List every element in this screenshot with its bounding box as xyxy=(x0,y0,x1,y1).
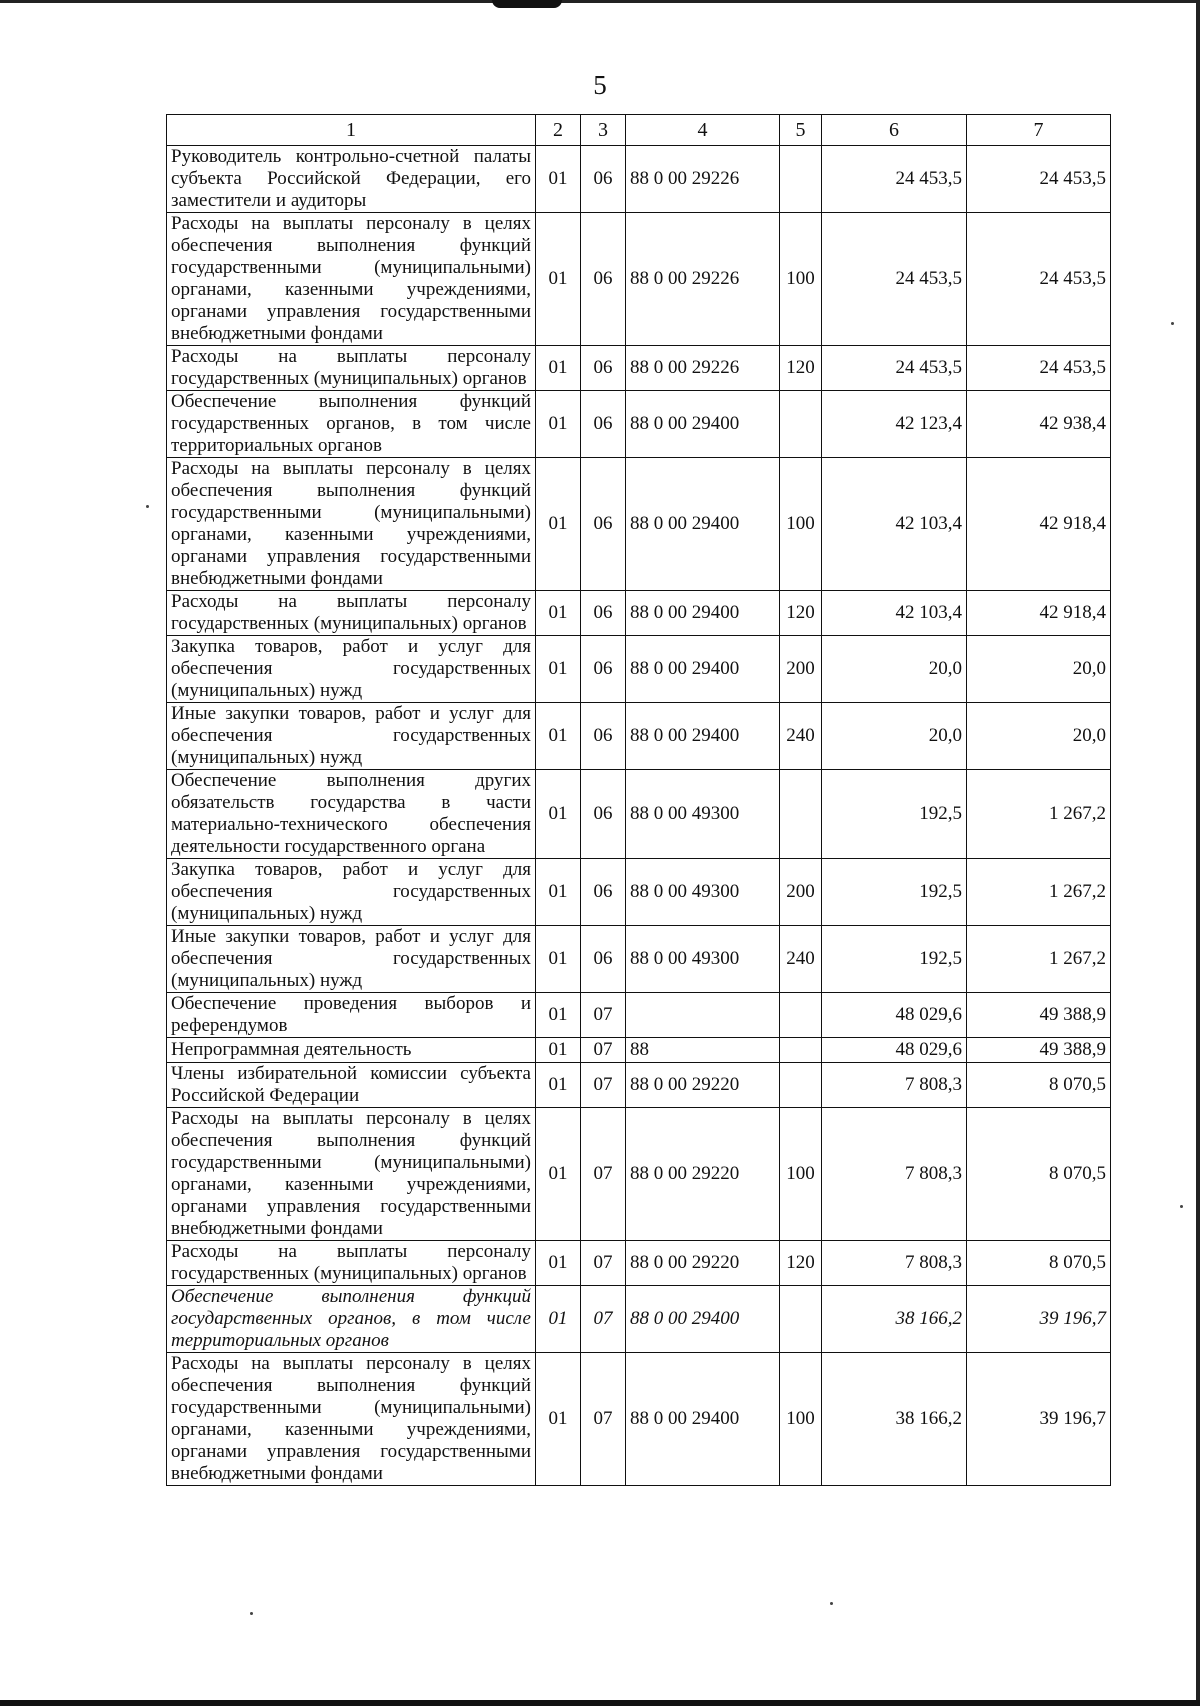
row-target-article: 88 xyxy=(626,1038,780,1063)
row-section: 01 xyxy=(536,1241,581,1286)
row-name: Иные закупки товаров, работ и услуг для обеспечения государственных (муниципальных) нужд xyxy=(167,926,536,993)
scan-edge-top xyxy=(0,0,1200,3)
row-amount-year1: 38 166,2 xyxy=(822,1286,967,1353)
row-expense-type: 100 xyxy=(780,458,822,591)
row-expense-type xyxy=(780,1038,822,1063)
scan-speck xyxy=(250,1612,253,1615)
row-expense-type xyxy=(780,993,822,1038)
scan-edge-bottom xyxy=(0,1700,1200,1706)
row-name: Расходы на выплаты персоналу государственных (муниципальных) органов xyxy=(167,591,536,636)
row-expense-type xyxy=(780,1286,822,1353)
budget-table xyxy=(166,114,1111,1486)
row-amount-year2: 42 938,4 xyxy=(967,391,1111,458)
row-section: 01 xyxy=(536,1353,581,1486)
row-expense-type: 100 xyxy=(780,213,822,346)
table-row xyxy=(167,591,1111,636)
row-subsection: 06 xyxy=(581,636,626,703)
page-number: 5 xyxy=(593,70,607,100)
table-row xyxy=(167,391,1111,458)
row-amount-year2: 49 388,9 xyxy=(967,993,1111,1038)
row-subsection: 06 xyxy=(581,859,626,926)
row-section: 01 xyxy=(536,1038,581,1063)
row-target-article: 88 0 00 29226 xyxy=(626,146,780,213)
column-header: 5 xyxy=(780,115,822,146)
row-name: Расходы на выплаты персоналу государственных (муниципальных) органов xyxy=(167,346,536,391)
table-row xyxy=(167,1241,1111,1286)
row-section: 01 xyxy=(536,993,581,1038)
row-target-article: 88 0 00 29226 xyxy=(626,213,780,346)
table-row xyxy=(167,636,1111,703)
row-subsection: 07 xyxy=(581,1063,626,1108)
row-section: 01 xyxy=(536,1108,581,1241)
row-name: Непрограммная деятельность xyxy=(167,1038,536,1063)
table-row xyxy=(167,1038,1111,1063)
scan-speck xyxy=(1180,1205,1183,1208)
row-subsection: 06 xyxy=(581,703,626,770)
row-subsection: 06 xyxy=(581,458,626,591)
row-amount-year1: 42 123,4 xyxy=(822,391,967,458)
row-subsection: 06 xyxy=(581,926,626,993)
row-name: Расходы на выплаты персоналу в целях обеспечения выполнения функций государственными (муниципальными) органами, казенными учреждениями, органами управления государственными внебюджетными фондами xyxy=(167,458,536,591)
row-amount-year2: 42 918,4 xyxy=(967,591,1111,636)
row-amount-year1: 192,5 xyxy=(822,926,967,993)
scan-speck xyxy=(146,505,149,508)
row-target-article: 88 0 00 49300 xyxy=(626,859,780,926)
row-amount-year1: 7 808,3 xyxy=(822,1108,967,1241)
table-row xyxy=(167,859,1111,926)
table-row xyxy=(167,703,1111,770)
row-amount-year2: 1 267,2 xyxy=(967,859,1111,926)
column-header: 1 xyxy=(167,115,536,146)
row-section: 01 xyxy=(536,146,581,213)
row-amount-year2: 24 453,5 xyxy=(967,213,1111,346)
row-target-article: 88 0 00 29220 xyxy=(626,1063,780,1108)
row-amount-year1: 38 166,2 xyxy=(822,1353,967,1486)
table-row xyxy=(167,458,1111,591)
row-name: Обеспечение проведения выборов и референдумов xyxy=(167,993,536,1038)
row-target-article: 88 0 00 49300 xyxy=(626,926,780,993)
row-section: 01 xyxy=(536,1063,581,1108)
row-amount-year2: 1 267,2 xyxy=(967,926,1111,993)
row-target-article xyxy=(626,993,780,1038)
row-subsection: 06 xyxy=(581,591,626,636)
row-expense-type: 120 xyxy=(780,591,822,636)
table-row xyxy=(167,1353,1111,1486)
row-subsection: 06 xyxy=(581,146,626,213)
row-amount-year1: 7 808,3 xyxy=(822,1063,967,1108)
row-amount-year2: 39 196,7 xyxy=(967,1286,1111,1353)
table-row xyxy=(167,346,1111,391)
row-section: 01 xyxy=(536,636,581,703)
row-target-article: 88 0 00 29226 xyxy=(626,346,780,391)
row-target-article: 88 0 00 29220 xyxy=(626,1241,780,1286)
row-expense-type: 100 xyxy=(780,1353,822,1486)
row-section: 01 xyxy=(536,770,581,859)
row-amount-year2: 8 070,5 xyxy=(967,1108,1111,1241)
row-amount-year1: 24 453,5 xyxy=(822,213,967,346)
row-target-article: 88 0 00 49300 xyxy=(626,770,780,859)
column-header: 3 xyxy=(581,115,626,146)
row-section: 01 xyxy=(536,703,581,770)
row-amount-year1: 48 029,6 xyxy=(822,1038,967,1063)
row-name: Иные закупки товаров, работ и услуг для обеспечения государственных (муниципальных) нужд xyxy=(167,703,536,770)
row-amount-year1: 20,0 xyxy=(822,703,967,770)
scan-speck xyxy=(1171,322,1174,325)
column-header: 6 xyxy=(822,115,967,146)
row-amount-year1: 24 453,5 xyxy=(822,146,967,213)
row-subsection: 06 xyxy=(581,391,626,458)
row-amount-year1: 192,5 xyxy=(822,859,967,926)
row-name: Обеспечение выполнения функций государственных органов, в том числе территориальных органов xyxy=(167,391,536,458)
table-row xyxy=(167,1108,1111,1241)
row-section: 01 xyxy=(536,391,581,458)
row-amount-year1: 192,5 xyxy=(822,770,967,859)
row-target-article: 88 0 00 29400 xyxy=(626,458,780,591)
table-row xyxy=(167,993,1111,1038)
row-name: Расходы на выплаты персоналу государственных (муниципальных) органов xyxy=(167,1241,536,1286)
row-name: Обеспечение выполнения других обязательств государства в части материально-технического обеспечения деятельности государственного органа xyxy=(167,770,536,859)
row-expense-type: 100 xyxy=(780,1108,822,1241)
table-row xyxy=(167,213,1111,346)
row-target-article: 88 0 00 29400 xyxy=(626,391,780,458)
row-name: Закупка товаров, работ и услуг для обеспечения государственных (муниципальных) нужд xyxy=(167,859,536,926)
scan-edge-right xyxy=(1196,0,1200,1706)
row-expense-type: 120 xyxy=(780,346,822,391)
scan-speck xyxy=(830,1602,833,1605)
row-amount-year1: 20,0 xyxy=(822,636,967,703)
row-expense-type: 240 xyxy=(780,703,822,770)
row-subsection: 07 xyxy=(581,1108,626,1241)
row-section: 01 xyxy=(536,1286,581,1353)
row-section: 01 xyxy=(536,591,581,636)
row-amount-year1: 48 029,6 xyxy=(822,993,967,1038)
row-section: 01 xyxy=(536,458,581,591)
row-name: Руководитель контрольно-счетной палаты субъекта Российской Федерации, его заместители и аудиторы xyxy=(167,146,536,213)
scan-blot xyxy=(492,0,562,8)
row-amount-year1: 7 808,3 xyxy=(822,1241,967,1286)
table-row xyxy=(167,926,1111,993)
row-target-article: 88 0 00 29400 xyxy=(626,591,780,636)
row-subsection: 06 xyxy=(581,770,626,859)
row-expense-type xyxy=(780,146,822,213)
row-amount-year1: 24 453,5 xyxy=(822,346,967,391)
row-amount-year2: 8 070,5 xyxy=(967,1063,1111,1108)
row-section: 01 xyxy=(536,346,581,391)
row-expense-type: 240 xyxy=(780,926,822,993)
row-amount-year2: 49 388,9 xyxy=(967,1038,1111,1063)
row-name: Расходы на выплаты персоналу в целях обеспечения выполнения функций государственными (муниципальными) органами, казенными учреждениями, органами управления государственными внебюджетными фондами xyxy=(167,1108,536,1241)
row-amount-year2: 20,0 xyxy=(967,703,1111,770)
column-header: 4 xyxy=(626,115,780,146)
budget-table-body xyxy=(167,115,1111,1486)
row-expense-type xyxy=(780,391,822,458)
row-section: 01 xyxy=(536,926,581,993)
row-amount-year2: 24 453,5 xyxy=(967,146,1111,213)
row-amount-year2: 8 070,5 xyxy=(967,1241,1111,1286)
column-header: 2 xyxy=(536,115,581,146)
row-subsection: 07 xyxy=(581,1038,626,1063)
row-amount-year2: 42 918,4 xyxy=(967,458,1111,591)
row-amount-year2: 39 196,7 xyxy=(967,1353,1111,1486)
column-header: 7 xyxy=(967,115,1111,146)
row-subsection: 07 xyxy=(581,1241,626,1286)
row-expense-type: 120 xyxy=(780,1241,822,1286)
row-name: Расходы на выплаты персоналу в целях обеспечения выполнения функций государственными (муниципальными) органами, казенными учреждениями, органами управления государственными внебюджетными фондами xyxy=(167,213,536,346)
row-target-article: 88 0 00 29400 xyxy=(626,1286,780,1353)
row-name: Обеспечение выполнения функций государственных органов, в том числе территориальных органов xyxy=(167,1286,536,1353)
row-target-article: 88 0 00 29400 xyxy=(626,1353,780,1486)
row-amount-year2: 24 453,5 xyxy=(967,346,1111,391)
row-amount-year2: 20,0 xyxy=(967,636,1111,703)
row-target-article: 88 0 00 29400 xyxy=(626,636,780,703)
table-row xyxy=(167,1286,1111,1353)
row-section: 01 xyxy=(536,213,581,346)
table-row xyxy=(167,770,1111,859)
row-name: Расходы на выплаты персоналу в целях обеспечения выполнения функций государственными (муниципальными) органами, казенными учреждениями, органами управления государственными внебюджетными фондами xyxy=(167,1353,536,1486)
row-subsection: 07 xyxy=(581,993,626,1038)
row-amount-year1: 42 103,4 xyxy=(822,458,967,591)
row-target-article: 88 0 00 29220 xyxy=(626,1108,780,1241)
row-expense-type: 200 xyxy=(780,859,822,926)
row-subsection: 07 xyxy=(581,1353,626,1486)
row-expense-type xyxy=(780,1063,822,1108)
row-subsection: 06 xyxy=(581,346,626,391)
row-target-article: 88 0 00 29400 xyxy=(626,703,780,770)
table-row xyxy=(167,1063,1111,1108)
row-subsection: 07 xyxy=(581,1286,626,1353)
row-expense-type: 200 xyxy=(780,636,822,703)
row-subsection: 06 xyxy=(581,213,626,346)
row-name: Члены избирательной комиссии субъекта Российской Федерации xyxy=(167,1063,536,1108)
row-name: Закупка товаров, работ и услуг для обеспечения государственных (муниципальных) нужд xyxy=(167,636,536,703)
table-header-row xyxy=(167,115,1111,146)
row-expense-type xyxy=(780,770,822,859)
row-section: 01 xyxy=(536,859,581,926)
table-row xyxy=(167,146,1111,213)
row-amount-year1: 42 103,4 xyxy=(822,591,967,636)
row-amount-year2: 1 267,2 xyxy=(967,770,1111,859)
